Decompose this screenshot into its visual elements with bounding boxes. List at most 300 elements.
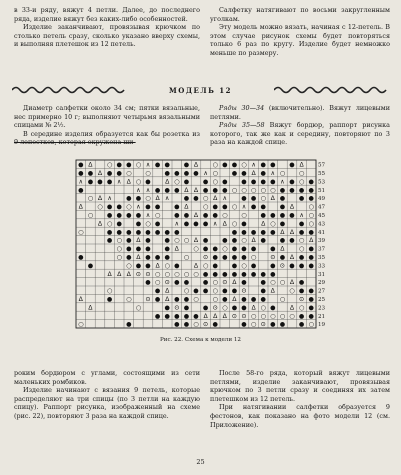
chart-symbol: ●: [279, 321, 286, 329]
chart-symbol: ●: [154, 228, 161, 236]
chart-symbol: ●: [135, 195, 142, 203]
chart-symbol: Δ: [270, 287, 275, 295]
paragraph: Изделие начинают с вязания 9 петель, которые распределяют на три спицы (по 3 петли на каждую спицу). Раппорт рисунка, изображенный на схеме (рис. 22), повторяют 3 раза на каждой спице.: [14, 386, 200, 420]
chart-symbol: ●: [126, 161, 132, 169]
chart-symbol: ○: [202, 203, 209, 211]
chart-symbol: ●: [145, 178, 151, 186]
chart-symbol: ⊙: [174, 304, 180, 312]
chart-symbol: ●: [260, 203, 266, 211]
chart-symbol: ○: [193, 321, 199, 329]
chart-symbol: ●: [298, 186, 305, 194]
chart-symbol: Δ: [126, 178, 131, 186]
chart-symbol: Δ: [280, 245, 285, 253]
chart-symbol: ○: [212, 287, 218, 295]
row-label: 33: [318, 263, 326, 270]
chart-symbol: ●: [135, 220, 142, 228]
chart-symbol: ∧: [212, 220, 218, 228]
chart-symbol: ●: [164, 304, 170, 312]
chart-symbol: ●: [174, 279, 180, 287]
chart-symbol: ●: [212, 270, 218, 278]
chart-symbol: ●: [212, 211, 218, 219]
chart-symbol: ○: [298, 304, 305, 312]
chart-symbol: ○: [241, 161, 247, 169]
chart-symbol: ●: [231, 287, 238, 295]
bottom-left-column: [14, 369, 200, 421]
chart-symbol: ●: [202, 270, 209, 278]
chart-symbol: ○: [241, 186, 247, 194]
chart-symbol: ○: [298, 178, 305, 186]
chart-symbol: ○: [135, 304, 142, 312]
chart-symbol: Δ: [165, 178, 170, 186]
paragraph: [210, 104, 390, 121]
chart-symbol: ●: [183, 169, 190, 177]
chart-symbol: Δ: [203, 312, 208, 320]
chart-symbol: Δ: [213, 312, 218, 320]
chart-symbol: ●: [106, 237, 113, 245]
chart-symbol: ○: [279, 169, 286, 177]
chart-symbol: ●: [222, 287, 228, 295]
chart-symbol: ●: [250, 295, 257, 303]
chart-symbol: ○: [241, 262, 247, 270]
chart-symbol: ○: [222, 211, 228, 219]
chart-symbol: ●: [222, 295, 228, 303]
chart-symbol: ○: [250, 312, 257, 320]
chart-symbol: ●: [116, 161, 122, 169]
chart-symbol: ○: [135, 178, 142, 186]
chart-symbol: ●: [183, 279, 190, 287]
chart-symbol: Δ: [289, 203, 295, 211]
chart-symbol: ●: [135, 262, 142, 270]
chart-symbol: ●: [116, 220, 122, 228]
chart-symbol: ⊙: [212, 304, 218, 312]
paragraph: Изделие заканчивают, провязывая крючком по столько петель сразу, сколько указано вверху схемы, и выполняя плетешок из 12 петель.: [14, 23, 200, 49]
chart-symbol: ●: [126, 253, 132, 261]
chart-symbol: ○: [241, 211, 247, 219]
chart-symbol: ○: [308, 321, 314, 329]
chart-symbol: ●: [222, 203, 228, 211]
chart-symbol: ●: [202, 304, 209, 312]
chart-symbol: ●: [183, 295, 190, 303]
chart-symbol: ○: [183, 287, 190, 295]
chart-symbol: ○: [135, 161, 142, 169]
chart-symbol: ●: [260, 169, 266, 177]
chart-symbol: ○: [260, 186, 266, 194]
chart-symbol: ●: [202, 279, 209, 287]
chart-symbol: ●: [126, 228, 132, 236]
chart-symbol: ●: [202, 220, 209, 228]
chart-symbol: ●: [222, 253, 228, 261]
chart-symbol: ●: [145, 237, 151, 245]
chart-symbol: ●: [202, 211, 209, 219]
chart-symbol: Δ: [184, 186, 189, 194]
chart-symbol: ●: [126, 211, 132, 219]
chart-symbol: ○: [212, 178, 218, 186]
chart-symbol: ●: [145, 203, 151, 211]
chart-symbol: ○: [106, 287, 113, 295]
chart-symbol: Δ: [251, 169, 256, 177]
chart-symbol: Δ: [270, 195, 275, 203]
chart-symbol: ∧: [145, 211, 151, 219]
chart-symbol: ●: [183, 220, 190, 228]
chart-symbol: ●: [135, 228, 142, 236]
chart-symbol: ⊙: [231, 312, 237, 320]
row-label: 53: [318, 179, 326, 186]
chart-symbol: Δ: [280, 228, 285, 236]
chart-symbol: Δ: [222, 220, 227, 228]
chart-symbol: ○: [231, 220, 238, 228]
chart-symbol: ●: [222, 161, 228, 169]
chart-symbol: ●: [231, 245, 238, 253]
chart-symbol: ○: [126, 169, 132, 177]
chart-symbol: ●: [241, 245, 247, 253]
row-label: 19: [318, 322, 326, 329]
chart-symbol: ●: [308, 304, 314, 312]
chart-symbol: Δ: [88, 161, 93, 169]
chart-symbol: ○: [126, 295, 132, 303]
chart-symbol: ⊙: [260, 321, 266, 329]
chart-symbol: ○: [174, 178, 180, 186]
chart-symbol: ○: [126, 203, 132, 211]
chart-symbol: ○: [298, 245, 305, 253]
chart-symbol: ○: [222, 304, 228, 312]
chart-symbol: ○: [145, 220, 151, 228]
chart-symbol: ○: [212, 295, 218, 303]
chart-symbol: ●: [164, 169, 170, 177]
paragraph: Салфетку натягивают по восьми закругленным уголкам.: [210, 6, 390, 23]
chart-symbol: ○: [241, 237, 247, 245]
chart-symbol: ○: [183, 237, 190, 245]
chart-symbol: ●: [164, 237, 170, 245]
knitting-chart: [74, 158, 336, 330]
chart-symbol: ●: [106, 295, 113, 303]
chart-symbol: ●: [193, 312, 199, 320]
chart-symbol: ○: [279, 312, 286, 320]
knitting-chart-grid: [74, 158, 336, 330]
chart-symbol: ●: [193, 169, 199, 177]
chart-symbol: ∧: [270, 169, 276, 177]
chart-symbol: ●: [154, 312, 161, 320]
chart-symbol: ●: [126, 245, 132, 253]
chart-symbol: Δ: [165, 295, 170, 303]
chart-symbol: ○: [164, 262, 170, 270]
text-run: (включительно). Вяжут лицевыми петлями.: [210, 104, 390, 121]
chart-symbol: ●: [250, 203, 257, 211]
chart-symbol: ●: [126, 195, 132, 203]
chart-symbol: ●: [270, 228, 276, 236]
chart-symbol: ●: [241, 253, 247, 261]
chart-symbol: ●: [298, 279, 305, 287]
chart-symbol: ●: [78, 161, 84, 169]
row-range: Ряды 30—34: [219, 104, 265, 112]
chart-symbol: ●: [116, 228, 122, 236]
chart-symbol: ●: [154, 186, 161, 194]
chart-symbol: ●: [308, 228, 314, 236]
chart-symbol: Δ: [193, 237, 199, 245]
chart-symbol: ●: [289, 211, 295, 219]
chart-symbol: ∧: [241, 203, 247, 211]
chart-symbol: ●: [212, 262, 218, 270]
chart-symbol: ○: [126, 262, 132, 270]
chart-symbol: ●: [154, 220, 161, 228]
chart-symbol: ●: [106, 211, 113, 219]
chart-symbol: ○: [298, 169, 305, 177]
chart-symbol: ○: [260, 304, 266, 312]
chart-symbol: ⊙: [222, 279, 228, 287]
chart-symbol: ●: [289, 161, 295, 169]
chart-symbol: ●: [270, 161, 276, 169]
chart-symbol: ●: [289, 186, 295, 194]
chart-symbol: Δ: [193, 186, 199, 194]
chart-symbol: ●: [183, 312, 190, 320]
chart-symbol: ●: [270, 211, 276, 219]
paragraph: роким бордюром с углами, состоящими из сети маленьких ромбиков.: [14, 369, 200, 386]
chart-symbol: ●: [298, 228, 305, 236]
chart-symbol: ●: [270, 262, 276, 270]
chart-symbol: ●: [250, 245, 257, 253]
chart-symbol: ○: [106, 220, 113, 228]
chart-symbol: ●: [231, 262, 238, 270]
chart-symbol: ●: [260, 287, 266, 295]
chart-symbol: ●: [298, 195, 305, 203]
chart-symbol: ○: [308, 211, 314, 219]
chart-symbol: ○: [78, 321, 84, 329]
wavy-divider-right: [274, 84, 389, 96]
chart-symbol: ●: [270, 270, 276, 278]
chart-symbol: ●: [260, 161, 266, 169]
chart-symbol: ●: [231, 253, 238, 261]
chart-symbol: ∧: [203, 169, 208, 177]
chart-symbol: ●: [78, 253, 84, 261]
row-label: 51: [318, 187, 326, 194]
chart-symbol: ●: [164, 186, 170, 194]
chart-symbol: ○: [154, 279, 161, 287]
chart-symbol: Δ: [289, 304, 295, 312]
chart-symbol: Δ: [117, 270, 122, 278]
chart-symbol: Δ: [289, 279, 295, 287]
chart-symbol: ●: [183, 211, 190, 219]
chart-symbol: ○: [270, 279, 276, 287]
chart-symbol: Δ: [213, 195, 218, 203]
chart-symbol: ●: [260, 279, 266, 287]
chart-symbol: Δ: [78, 295, 83, 303]
chart-symbol: ●: [174, 321, 180, 329]
chart-symbol: ●: [260, 228, 266, 236]
chart-symbol: ●: [212, 253, 218, 261]
chart-symbol: Δ: [289, 228, 295, 236]
chart-symbol: ●: [260, 295, 266, 303]
section-heading: [0, 84, 401, 98]
chart-symbol: ●: [231, 228, 238, 236]
chart-symbol: ○: [260, 312, 266, 320]
paragraph: [14, 130, 200, 147]
chart-symbol: ●: [183, 161, 190, 169]
chart-symbol: ●: [174, 169, 180, 177]
chart-symbol: ●: [97, 178, 103, 186]
chart-symbol: ○: [164, 270, 170, 278]
chart-symbol: Δ: [261, 220, 266, 228]
chart-symbol: ●: [270, 304, 276, 312]
chart-symbol: ●: [154, 287, 161, 295]
chart-symbol: Δ: [107, 270, 112, 278]
chart-symbol: ●: [308, 195, 314, 203]
chart-symbol: ●: [222, 237, 228, 245]
chart-symbol: ●: [231, 237, 238, 245]
chart-symbol: ●: [231, 169, 238, 177]
chart-symbol: ○: [212, 161, 218, 169]
chart-symbol: ●: [126, 321, 132, 329]
chart-symbol: ●: [212, 321, 218, 329]
chart-symbol: ○: [116, 253, 122, 261]
chart-symbol: Δ: [299, 161, 304, 169]
chart-symbol: ●: [270, 321, 276, 329]
chart-symbol: ●: [154, 295, 161, 303]
chart-symbol: ●: [145, 262, 151, 270]
chart-symbol: ●: [116, 211, 122, 219]
chart-symbol: ●: [241, 304, 247, 312]
chart-symbol: ○: [193, 245, 199, 253]
chart-symbol: ⊙: [299, 295, 305, 303]
chart-symbol: ⊙: [203, 321, 209, 329]
page-number: 25: [196, 458, 205, 466]
row-label: 43: [318, 221, 326, 228]
chart-symbol: ⊙: [135, 270, 141, 278]
chart-symbol: ○: [231, 186, 238, 194]
chart-symbol: ○: [145, 195, 151, 203]
chart-symbol: ●: [260, 178, 266, 186]
chart-symbol: ●: [87, 262, 94, 270]
bottom-right-column: [210, 369, 390, 429]
chart-symbol: ●: [241, 270, 247, 278]
chart-symbol: Δ: [309, 237, 314, 245]
chart-symbol: ○: [308, 203, 314, 211]
chart-symbol: ●: [116, 169, 122, 177]
chart-symbol: ●: [241, 228, 247, 236]
top-right-column: [210, 6, 390, 58]
chart-symbol: Δ: [184, 203, 189, 211]
chart-symbol: ∧: [145, 161, 151, 169]
chart-symbol: ∧: [222, 195, 228, 203]
paragraph: Эту модель можно вязать, начиная с 12-петель. В этом случае рисунок схемы будет повторяться только 6 раз по кругу. Изделие будет немножко меньше по размеру.: [210, 23, 390, 57]
row-label: 37: [318, 246, 326, 253]
row-label: 31: [318, 271, 326, 278]
chart-symbol: ●: [174, 312, 180, 320]
chart-symbol: ⊙: [203, 253, 209, 261]
chart-symbol: Δ: [251, 304, 256, 312]
chart-symbol: ○: [270, 312, 276, 320]
chart-symbol: ●: [78, 169, 84, 177]
row-label: 45: [318, 212, 326, 219]
chart-symbol: ●: [145, 228, 151, 236]
chart-symbol: ●: [145, 279, 151, 287]
chart-symbol: ●: [308, 287, 314, 295]
row-label: 21: [318, 313, 326, 320]
chart-symbol: ●: [145, 253, 151, 261]
chart-symbol: ●: [308, 295, 314, 303]
chart-symbol: ●: [279, 211, 286, 219]
chart-symbol: ○: [202, 262, 209, 270]
paragraph: После 58-го ряда, который вяжут лицевыми петлями, изделие заканчивают, провязывая крючком по 3 петли сразу и соединяя их затем плетешком из 12 петель.: [210, 369, 390, 403]
chart-symbol: ●: [308, 178, 314, 186]
chart-symbol: ○: [270, 186, 276, 194]
chart-symbol: ○: [193, 270, 199, 278]
chart-symbol: Δ: [251, 237, 256, 245]
model-title: МОДЕЛЬ 12: [168, 86, 233, 95]
chart-symbol: ●: [183, 304, 190, 312]
text-run: В середине изделия образуется как бы розетка из: [23, 129, 200, 138]
chart-symbol: ●: [106, 169, 113, 177]
chart-symbol: Δ: [193, 211, 199, 219]
chart-symbol: ●: [231, 304, 238, 312]
chart-symbol: ●: [183, 195, 190, 203]
chart-symbol: ●: [222, 270, 228, 278]
chart-symbol: ●: [231, 270, 238, 278]
chart-symbol: ⊙: [241, 287, 247, 295]
chart-symbol: ○: [212, 169, 218, 177]
row-label: 57: [318, 162, 326, 169]
chart-symbol: ●: [135, 245, 142, 253]
chart-symbol: ●: [289, 237, 295, 245]
chart-symbol: ∧: [107, 195, 112, 203]
chart-symbol: ●: [212, 245, 218, 253]
chart-symbol: ●: [164, 245, 170, 253]
chart-symbol: ●: [106, 203, 113, 211]
chart-symbol: ○: [308, 220, 314, 228]
chart-symbol: ○: [174, 270, 180, 278]
chart-symbol: ●: [145, 245, 151, 253]
chart-symbol: ●: [241, 321, 247, 329]
chart-symbol: ○: [289, 312, 295, 320]
chart-symbol: ●: [289, 178, 295, 186]
chart-symbol: ∧: [251, 161, 256, 169]
chart-symbol: ○: [231, 203, 238, 211]
chart-symbol: ●: [222, 186, 228, 194]
chart-symbol: Δ: [126, 270, 131, 278]
chart-symbol: ●: [87, 169, 94, 177]
row-label: 41: [318, 229, 326, 236]
chart-symbol: ●: [298, 321, 305, 329]
chart-symbol: ●: [202, 287, 209, 295]
chart-symbol: ●: [174, 295, 180, 303]
row-label: 23: [318, 305, 326, 312]
chart-symbol: ●: [250, 270, 257, 278]
chart-symbol: ⊙: [145, 270, 151, 278]
chart-symbol: ●: [106, 178, 113, 186]
chart-symbol: Δ: [88, 304, 93, 312]
chart-symbol: ○: [154, 211, 161, 219]
chart-symbol: ⊙: [270, 253, 276, 261]
chart-symbol: ○: [106, 161, 113, 169]
chart-symbol: ●: [279, 195, 286, 203]
chart-symbol: ○: [212, 279, 218, 287]
chart-symbol: ●: [308, 245, 314, 253]
chart-symbol: Δ: [97, 169, 103, 177]
chart-symbol: ●: [241, 169, 247, 177]
chart-symbol: ∧: [136, 203, 141, 211]
chart-symbol: ●: [116, 203, 122, 211]
chart-symbol: ●: [241, 279, 247, 287]
chart-symbol: ⊙: [279, 262, 285, 270]
text-run: 9 лепестков, которая окружена ши-: [14, 138, 136, 147]
chart-symbol: ●: [241, 195, 247, 203]
mid-right-column: [210, 104, 390, 147]
chart-symbol: ●: [279, 220, 286, 228]
chart-symbol: ●: [308, 253, 314, 261]
chart-symbol: ●: [308, 262, 314, 270]
chart-symbol: Δ: [232, 279, 237, 287]
chart-symbol: ●: [193, 220, 199, 228]
chart-symbol: Δ: [289, 253, 295, 261]
chart-symbol: ○: [116, 237, 122, 245]
